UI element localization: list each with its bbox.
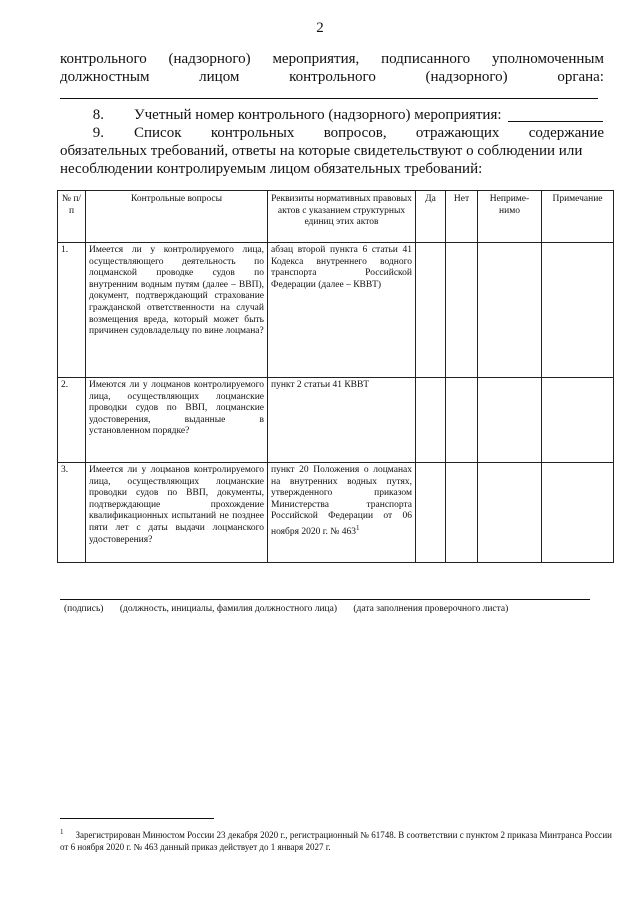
header-yes: Да bbox=[416, 191, 446, 243]
item-8-text: Учетный номер контрольного (надзорного) мероприятия: bbox=[134, 107, 502, 123]
intro-word: (надзорного) bbox=[168, 51, 251, 67]
item-9-word: содержание bbox=[528, 125, 604, 141]
signature-line bbox=[60, 599, 590, 600]
row-question: Имеется ли у контролируемого лица, осуществляющего деятельность по лоцманской проводке судов по внутренним водным путям (далее – ВВП), документ, подтверждающий страхование гражданской ответственности на случай возмещения вреда, который может быть причинен судовладельцу по вине лоцмана? bbox=[86, 243, 268, 378]
caption-position: (должность, инициалы, фамилия должностного лица) bbox=[119, 604, 338, 614]
item-9-word: вопросов, bbox=[323, 125, 387, 141]
table-row bbox=[58, 243, 614, 378]
item-9-line-1 bbox=[60, 124, 604, 142]
intro-word: контрольного bbox=[60, 51, 147, 67]
header-not-applicable: Неприме- нимо bbox=[478, 191, 542, 243]
answer-no-cell[interactable] bbox=[446, 378, 478, 463]
caption-signature: (подпись) bbox=[64, 604, 104, 614]
item-9-line-2: обязательных требований, ответы на которые свидетельствуют о соблюдении или bbox=[60, 143, 583, 159]
signature-captions bbox=[64, 604, 522, 614]
row-number: 1. bbox=[58, 243, 86, 378]
intro-word: подписанного bbox=[381, 51, 471, 67]
header-note: Примечание bbox=[542, 191, 614, 243]
table-header-row bbox=[58, 191, 614, 243]
row-requisites: абзац второй пункта 6 статьи 41 Кодекса внутреннего водного транспорта Российской Федерации (далее – КВВТ) bbox=[268, 243, 416, 378]
note-cell[interactable] bbox=[542, 243, 614, 378]
note-cell[interactable] bbox=[542, 463, 614, 563]
header-requisites: Реквизиты нормативных правовых актов с указанием структурных единиц этих актов bbox=[268, 191, 416, 243]
note-cell[interactable] bbox=[542, 378, 614, 463]
header-no: Нет bbox=[446, 191, 478, 243]
intro-line-1 bbox=[60, 50, 604, 68]
checklist-table bbox=[57, 190, 614, 563]
header-num: № п/п bbox=[58, 191, 86, 243]
intro-word: (надзорного) bbox=[425, 69, 508, 85]
intro-word: контрольного bbox=[289, 69, 376, 85]
item-9-line-3: несоблюдении контролируемым лицом обязательных требований: bbox=[60, 161, 483, 177]
item-9-word: контрольных bbox=[210, 125, 295, 141]
footnote-reference: 1 bbox=[356, 523, 360, 532]
answer-no-cell[interactable] bbox=[446, 243, 478, 378]
intro-word: органа: bbox=[557, 69, 604, 85]
row-number: 2. bbox=[58, 378, 86, 463]
answer-yes-cell[interactable] bbox=[416, 463, 446, 563]
intro-word: мероприятия, bbox=[272, 51, 360, 67]
footnote-text: Зарегистрирован Минюстом России 23 декабря 2020 г., регистрационный № 61748. В соответствии с пунктом 2 приказа Минтранса России от 6 ноября 2020 г. № 463 данный приказ действует до 1 января 2027 г. bbox=[60, 830, 612, 852]
intro-line-2 bbox=[60, 68, 604, 86]
blank-signature-line bbox=[60, 98, 598, 99]
row-requisites: пункт 2 статьи 41 КВВТ bbox=[268, 378, 416, 463]
intro-word: лицом bbox=[199, 69, 240, 85]
row-question: Имеются ли у лоцманов контролируемого лица, осуществляющих лоцманские проводки судов по ВВП, лоцманские удостоверения, выданные в установленном порядке? bbox=[86, 378, 268, 463]
row-question: Имеется ли у лоцманов контролируемого лица, осуществляющих лоцманские проводки судов по ВВП, документы, подтверждающие прохождение квалификационных испытаний не позднее пяти лет с даты выдачи лоцманского удостоверения? bbox=[86, 463, 268, 563]
item-9-word: Список bbox=[134, 125, 182, 141]
footnote-separator bbox=[60, 818, 214, 819]
registration-number-blank bbox=[508, 121, 603, 122]
answer-not-applicable-cell[interactable] bbox=[478, 243, 542, 378]
intro-word: должностным bbox=[60, 69, 150, 85]
answer-not-applicable-cell[interactable] bbox=[478, 378, 542, 463]
requisites-text: пункт 20 Положения о лоцманах на внутренних водных путях, утвержденного приказом Министерства транспорта Российской Федерации от 06 ноября 2020 г. № 463 bbox=[271, 465, 412, 538]
caption-date: (дата заполнения проверочного листа) bbox=[353, 604, 509, 614]
page-number: 2 bbox=[316, 20, 324, 36]
answer-yes-cell[interactable] bbox=[416, 378, 446, 463]
row-number: 3. bbox=[58, 463, 86, 563]
row-requisites bbox=[268, 463, 416, 563]
item-9-number: 9. bbox=[92, 125, 104, 141]
table-row bbox=[58, 378, 614, 463]
table-row bbox=[58, 463, 614, 563]
answer-no-cell[interactable] bbox=[446, 463, 478, 563]
answer-not-applicable-cell[interactable] bbox=[478, 463, 542, 563]
header-question: Контрольные вопросы bbox=[86, 191, 268, 243]
item-9-words bbox=[134, 124, 604, 142]
intro-word: уполномоченным bbox=[491, 51, 604, 67]
item-9-word: отражающих bbox=[415, 125, 500, 141]
footnote-mark: 1 bbox=[60, 828, 64, 836]
answer-yes-cell[interactable] bbox=[416, 243, 446, 378]
footnote bbox=[60, 826, 612, 853]
item-8-number: 8. bbox=[92, 107, 104, 123]
